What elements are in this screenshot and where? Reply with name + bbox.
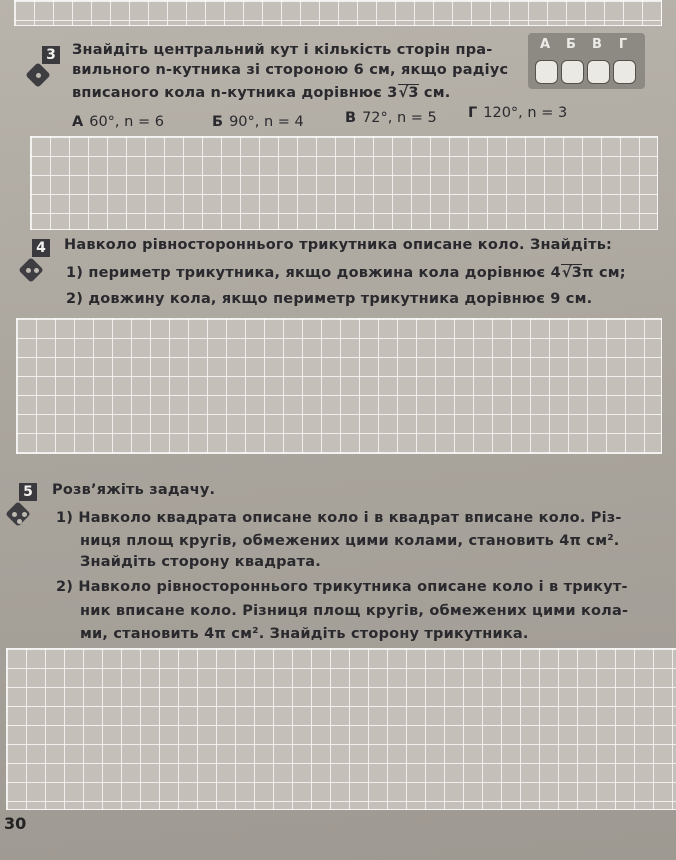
- difficulty-dot-icon: [12, 512, 17, 517]
- task5-p2-line3: ми, становить 4π см². Знайдіть сторону трикутника.: [80, 626, 529, 642]
- task4-intro: Навколо рівностороннього трикутника описане коло. Знайдіть:: [64, 237, 613, 253]
- task5-p2-line1: 2) Навколо рівностороннього трикутника описане коло і в трикут-: [56, 579, 628, 595]
- difficulty-dot-icon: [26, 268, 31, 273]
- task4-item1: [66, 265, 626, 281]
- option-v[interactable]: В 72°, n = 5: [345, 110, 437, 126]
- task5-intro: Розв’яжіть задачу.: [52, 482, 216, 498]
- difficulty-dot-icon: [17, 519, 22, 524]
- answer-letter-g: Г: [618, 37, 628, 52]
- option-a[interactable]: А 60°, n = 6: [72, 114, 164, 130]
- page-number: 30: [4, 814, 27, 833]
- difficulty-dot-icon: [22, 512, 27, 517]
- task-number-badge: 4: [32, 239, 50, 257]
- difficulty-dot-icon: [34, 268, 39, 273]
- answer-grid-task4[interactable]: [16, 318, 662, 454]
- task5-p1-line2: ниця площ кругів, обмежених цими колами, становить 4π см².: [80, 533, 620, 549]
- answer-letter-v: В: [592, 37, 602, 52]
- task4-item1-unit: π см;: [582, 265, 626, 281]
- sqrt-symbol: √3: [561, 265, 583, 281]
- task3-line3-text: вписаного кола n-кутника дорівнює 3: [72, 85, 398, 101]
- answer-letter-a: А: [539, 37, 551, 52]
- task4-sqrt-value: 3: [571, 265, 583, 281]
- task3-line3: [72, 85, 450, 101]
- option-g[interactable]: Г 120°, n = 3: [468, 105, 568, 121]
- task5-p1-line3: Знайдіть сторону квадрата.: [80, 554, 321, 570]
- task-number-badge: 3: [42, 46, 60, 64]
- answer-box: [528, 33, 645, 89]
- answer-grid-task3[interactable]: [30, 136, 658, 230]
- task5-p2-line2: ник вписане коло. Різниця площ кругів, обмежених цими кола-: [80, 603, 629, 619]
- task5-p1-line1: 1) Навколо квадрата описане коло і в квадрат вписане коло. Різ-: [56, 510, 622, 526]
- answer-cell-g[interactable]: [613, 60, 636, 84]
- task3-sqrt-value: 3: [408, 85, 419, 101]
- option-b[interactable]: Б 90°, n = 4: [212, 114, 304, 130]
- task3-line3-unit: см.: [418, 85, 451, 101]
- answer-cell-b[interactable]: [561, 60, 584, 84]
- task4-item1-text: 1) периметр трикутника, якщо довжина кола дорівнює 4: [66, 265, 561, 281]
- answer-grid-top: [14, 0, 662, 26]
- difficulty-dot-icon: [36, 73, 41, 78]
- answer-letter-b: Б: [566, 37, 576, 52]
- answer-cell-v[interactable]: [587, 60, 610, 84]
- task3-line1: Знайдіть центральний кут і кількість сторін пра-: [72, 42, 493, 58]
- task4-item2: 2) довжину кола, якщо периметр трикутника дорівнює 9 см.: [66, 291, 593, 307]
- sqrt-symbol: √3: [398, 85, 419, 101]
- difficulty-diamond-icon: [18, 257, 43, 282]
- task3-line2: вильного n-кутника зі стороною 6 см, якщо радіус: [72, 62, 509, 78]
- answer-grid-task5[interactable]: [6, 648, 676, 810]
- task-number-badge: 5: [19, 483, 37, 501]
- answer-cell-a[interactable]: [535, 60, 558, 84]
